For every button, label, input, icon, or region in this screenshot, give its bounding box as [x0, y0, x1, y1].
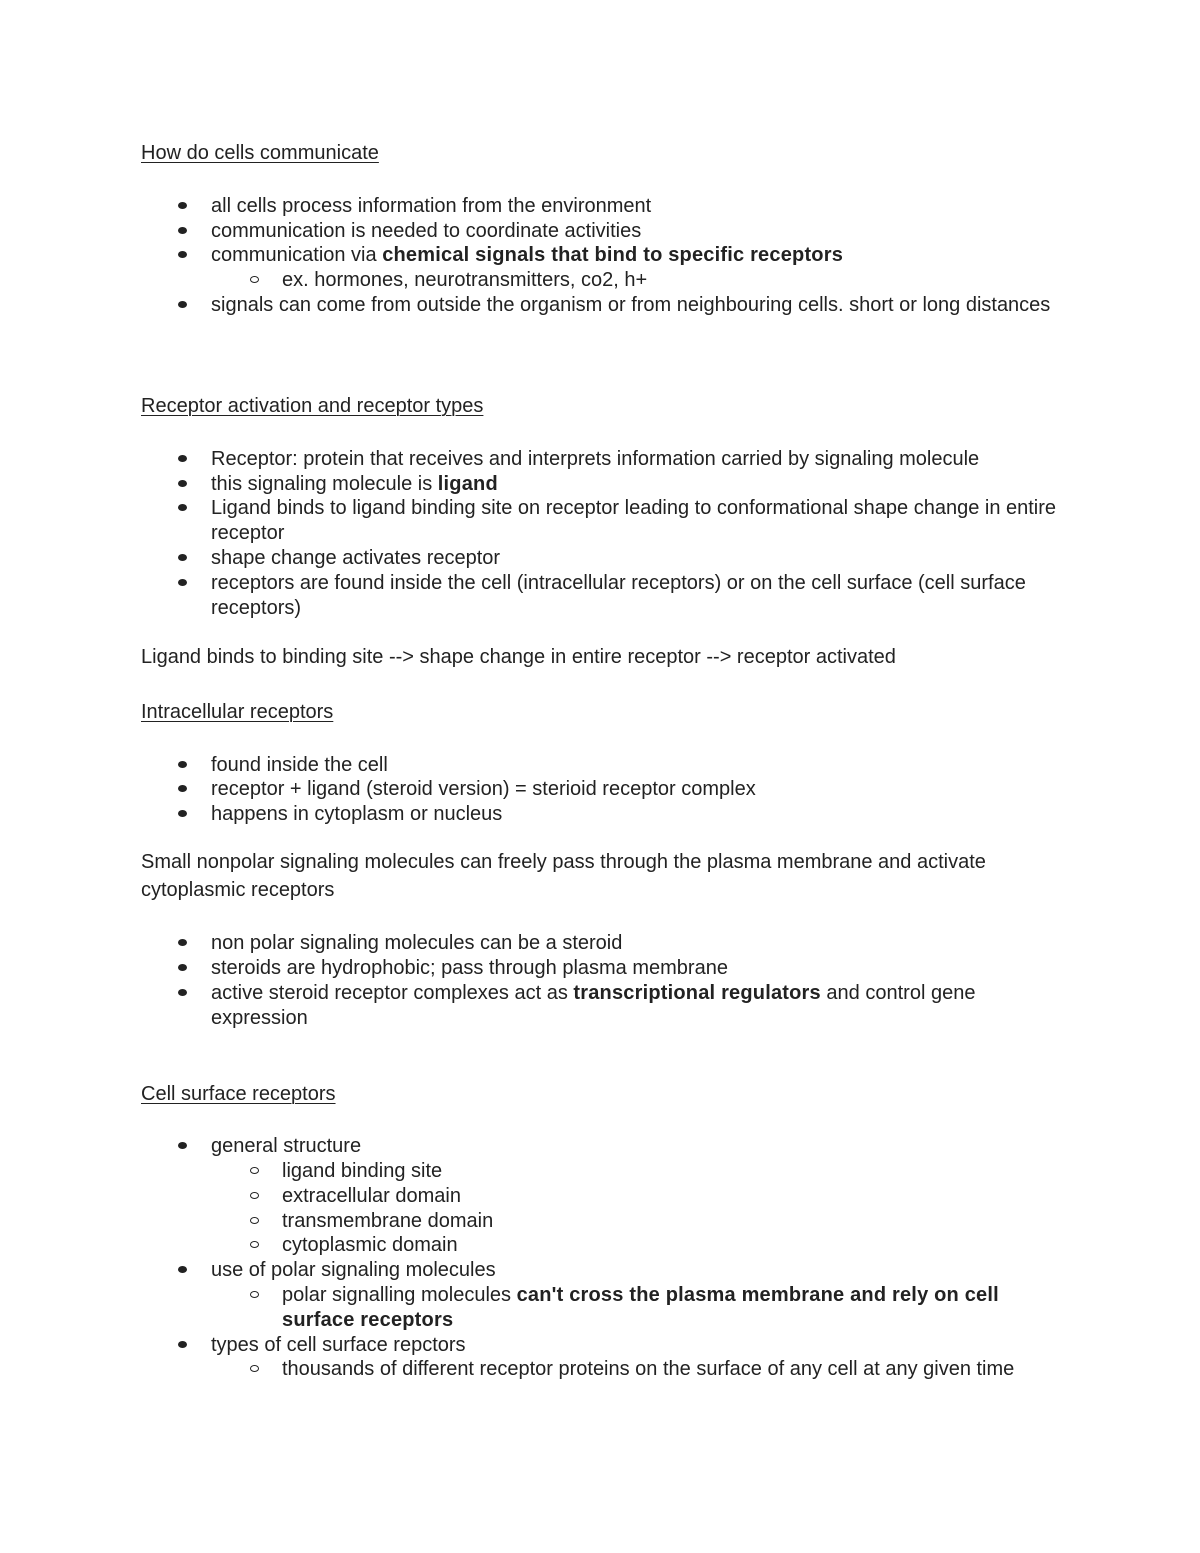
- list-item-text: thousands of different receptor proteins on the surface of any cell at any given time: [282, 1358, 1015, 1380]
- bullet-icon: [178, 939, 187, 946]
- list-item-text: communication via: [211, 244, 383, 266]
- bullet-icon: [178, 202, 187, 209]
- section-heading-receptor-activation: Receptor activation and receptor types: [141, 395, 484, 417]
- bold-text: transcriptional regulators: [573, 982, 821, 1004]
- list-item-text: receptor + ligand (steroid version) = sterioid receptor complex: [211, 778, 756, 800]
- bullet-icon: [178, 251, 187, 258]
- list-item-text: happens in cytoplasm or nucleus: [211, 803, 503, 825]
- hollow-bullet-icon: [250, 1365, 259, 1372]
- bullet-icon: [178, 989, 187, 996]
- list-item-text: Ligand binds to ligand binding site on receptor leading to conformational shape change in entire receptor: [211, 497, 1057, 544]
- hollow-bullet-icon: [250, 1167, 259, 1174]
- sub-list-item: [282, 268, 1062, 293]
- list-item: [211, 472, 1061, 497]
- hollow-bullet-icon: [250, 1241, 259, 1248]
- list-item-text: communication is needed to coordinate activities: [211, 220, 642, 242]
- list-item-text: types of cell surface repctors: [211, 1334, 466, 1356]
- sub-list-item: [282, 1357, 1062, 1382]
- bold-text: can't cross the plasma membrane and rely on cell surface receptors: [282, 1284, 999, 1331]
- list-item-text: and control gene expression: [211, 982, 976, 1029]
- bullet-icon: [178, 785, 187, 792]
- list-item: [211, 219, 1061, 244]
- bullet-icon: [178, 301, 187, 308]
- section-heading-how-do-cells-communicate: How do cells communicate: [141, 142, 379, 164]
- list-item: [211, 981, 1061, 1031]
- bullet-icon: [178, 554, 187, 561]
- list-item-text: this signaling molecule is: [211, 473, 438, 495]
- list-item-text: general structure: [211, 1135, 362, 1157]
- section-heading-cell-surface-receptors: Cell surface receptors: [141, 1083, 336, 1105]
- sub-list-item: [282, 1233, 1062, 1258]
- bullet-icon: [178, 480, 187, 487]
- hollow-bullet-icon: [250, 1217, 259, 1224]
- sub-list-item: [282, 1209, 1062, 1234]
- bullet-icon: [178, 504, 187, 511]
- sub-list-item: [282, 1283, 1062, 1333]
- list-item: [211, 802, 1061, 827]
- bullet-icon: [178, 1266, 187, 1273]
- list-item-text: shape change activates receptor: [211, 547, 501, 569]
- list-item: [211, 753, 1061, 778]
- list-item: [211, 1258, 1061, 1283]
- bullet-icon: [178, 1341, 187, 1348]
- list-item-text: cytoplasmic domain: [282, 1234, 458, 1256]
- list-item-text: non polar signaling molecules can be a steroid: [211, 932, 623, 954]
- bold-text: chemical signals that bind to specific receptors: [382, 244, 844, 266]
- list-item-text: signals can come from outside the organism or from neighbouring cells. short or long distances: [211, 294, 1051, 316]
- list-item: [211, 571, 1061, 621]
- list-item-text: extracellular domain: [282, 1185, 461, 1207]
- list-item: [211, 447, 1061, 472]
- list-item: [211, 194, 1061, 219]
- list-item: [211, 496, 1061, 546]
- paragraph: Small nonpolar signaling molecules can freely pass through the plasma membrane and activate cytoplasmic receptors: [141, 851, 986, 901]
- list-item: [211, 1134, 1061, 1159]
- hollow-bullet-icon: [250, 276, 259, 283]
- list-item: [211, 293, 1061, 318]
- bold-text: ligand: [437, 473, 498, 495]
- list-item: [211, 956, 1061, 981]
- sub-list-item: [282, 1184, 1062, 1209]
- list-item-text: Receptor: protein that receives and interprets information carried by signaling molecule: [211, 448, 980, 470]
- bullet-icon: [178, 227, 187, 234]
- list-item-text: transmembrane domain: [282, 1210, 494, 1232]
- list-item-text: use of polar signaling molecules: [211, 1259, 496, 1281]
- list-item-text: polar signalling molecules: [282, 1284, 517, 1306]
- list-item-text: receptors are found inside the cell (intracellular receptors) or on the cell surface (cell surface receptors): [211, 572, 1026, 619]
- sub-list-item: [282, 1159, 1062, 1184]
- list-item-text: all cells process information from the environment: [211, 195, 652, 217]
- bullet-icon: [178, 579, 187, 586]
- hollow-bullet-icon: [250, 1291, 259, 1298]
- hollow-bullet-icon: [250, 1192, 259, 1199]
- list-item: [211, 931, 1061, 956]
- paragraph: Ligand binds to binding site --> shape change in entire receptor --> receptor activated: [141, 646, 896, 668]
- list-item: [211, 546, 1061, 571]
- list-item-text: steroids are hydrophobic; pass through plasma membrane: [211, 957, 728, 979]
- list-item: [211, 243, 1061, 268]
- list-item-text: ex. hormones, neurotransmitters, co2, h+: [282, 269, 648, 291]
- list-item-text: ligand binding site: [282, 1160, 443, 1182]
- list-item: [211, 777, 1061, 802]
- bullet-icon: [178, 455, 187, 462]
- bullet-icon: [178, 761, 187, 768]
- list-item-text: active steroid receptor complexes act as: [211, 982, 574, 1004]
- bullet-icon: [178, 1142, 187, 1149]
- list-item-text: found inside the cell: [211, 754, 388, 776]
- section-heading-intracellular-receptors: Intracellular receptors: [141, 701, 334, 723]
- bullet-icon: [178, 810, 187, 817]
- list-item: [211, 1333, 1061, 1358]
- bullet-icon: [178, 964, 187, 971]
